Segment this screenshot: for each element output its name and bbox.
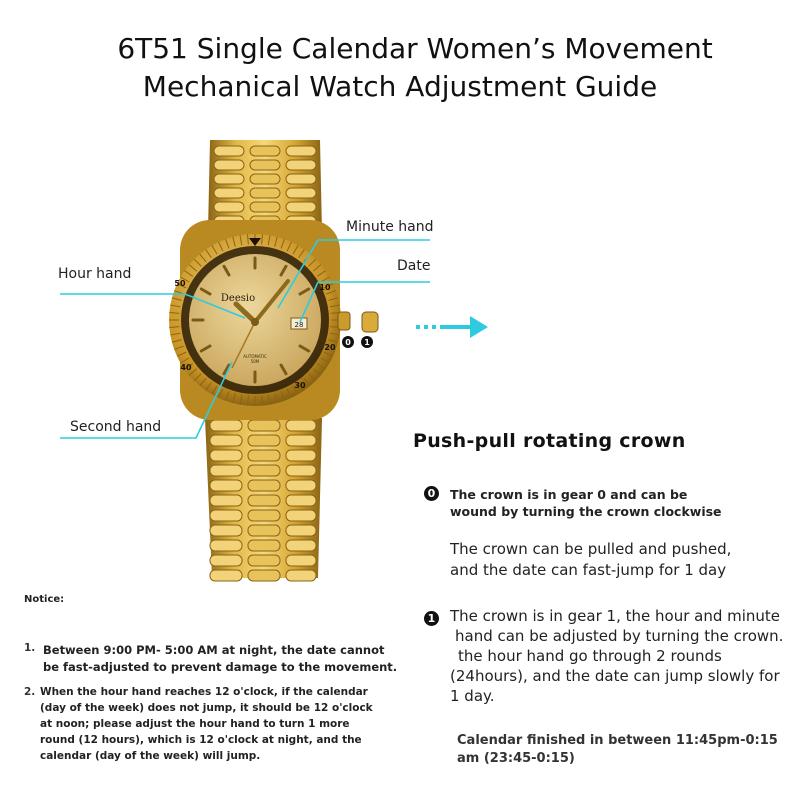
- gear-0-line-1: The crown is in gear 0 and can be: [450, 487, 688, 502]
- bezel-marker: 40: [180, 363, 192, 372]
- dial-text: 50M: [250, 359, 260, 364]
- brand-logo: Deesio: [220, 293, 256, 304]
- crown-gear-label: 1: [364, 338, 370, 347]
- notice-line: round (12 hours), which is 12 o'clock at night, and the: [40, 734, 362, 746]
- watch-case: [169, 220, 378, 420]
- notice-line: at noon; please adjust the hour hand to turn 1 more: [40, 718, 350, 730]
- gear-1-line-5: 1 day.: [450, 687, 495, 705]
- gear-1-line-2: hand can be adjusted by turning the crown.: [455, 627, 784, 645]
- title-line-1: 6T51 Single Calendar Women’s Movement: [117, 32, 713, 65]
- crown-position-1: [362, 312, 378, 332]
- notice-line: When the hour hand reaches 12 o'clock, if the calendar: [40, 686, 368, 698]
- bezel-marker: 20: [324, 343, 336, 352]
- notice-line: (day of the week) does not jump, it should be 12 o'clock: [40, 702, 373, 714]
- gear-1-line-1: The crown is in gear 1, the hour and minute: [450, 607, 781, 625]
- date-label: Date: [397, 258, 431, 274]
- title-line-2: Mechanical Watch Adjustment Guide: [142, 70, 658, 103]
- gear-0-badge: 0: [424, 486, 439, 501]
- minute-hand-label: Minute hand: [346, 219, 434, 235]
- bezel-marker: 50: [174, 279, 186, 288]
- arrow-icon: [416, 316, 488, 338]
- second-hand-label: Second hand: [70, 419, 162, 435]
- bezel-marker: 10: [319, 283, 331, 292]
- gear-0-line-2: wound by turning the crown clockwise: [450, 504, 722, 519]
- bezel-marker: 30: [294, 381, 306, 390]
- push-pull-line-2: and the date can fast-jump for 1 day: [450, 561, 727, 579]
- notice-line: Between 9:00 PM- 5:00 AM at night, the date cannot: [43, 643, 385, 657]
- notice-line: be fast-adjusted to prevent damage to the movement.: [43, 660, 398, 674]
- crown-position-0: [338, 312, 350, 330]
- crown-gear-label: 0: [345, 338, 351, 347]
- calendar-line-2: am (23:45-0:15): [457, 751, 575, 766]
- dial-text: AUTOMATIC: [243, 354, 267, 359]
- calendar-line-1: Calendar finished in between 11:45pm-0:15: [457, 733, 778, 748]
- notice-number: 2.: [24, 686, 36, 698]
- crown-section-heading: Push-pull rotating crown: [413, 430, 686, 452]
- gear-1-line-3: the hour hand go through 2 rounds: [458, 647, 722, 665]
- notice-line: calendar (day of the week) will jump.: [40, 750, 261, 762]
- push-pull-line-1: The crown can be pulled and pushed,: [450, 540, 732, 558]
- notice-title: Notice:: [24, 594, 65, 605]
- date-number: 28: [294, 321, 304, 329]
- bracelet-top: [208, 140, 322, 232]
- notice-number: 1.: [24, 642, 36, 654]
- gear-1-badge: 1: [424, 611, 439, 626]
- hour-hand-label: Hour hand: [58, 266, 132, 282]
- gear-1-line-4: (24hours), and the date can jump slowly for: [450, 667, 780, 685]
- bracelet-bottom: [205, 418, 322, 581]
